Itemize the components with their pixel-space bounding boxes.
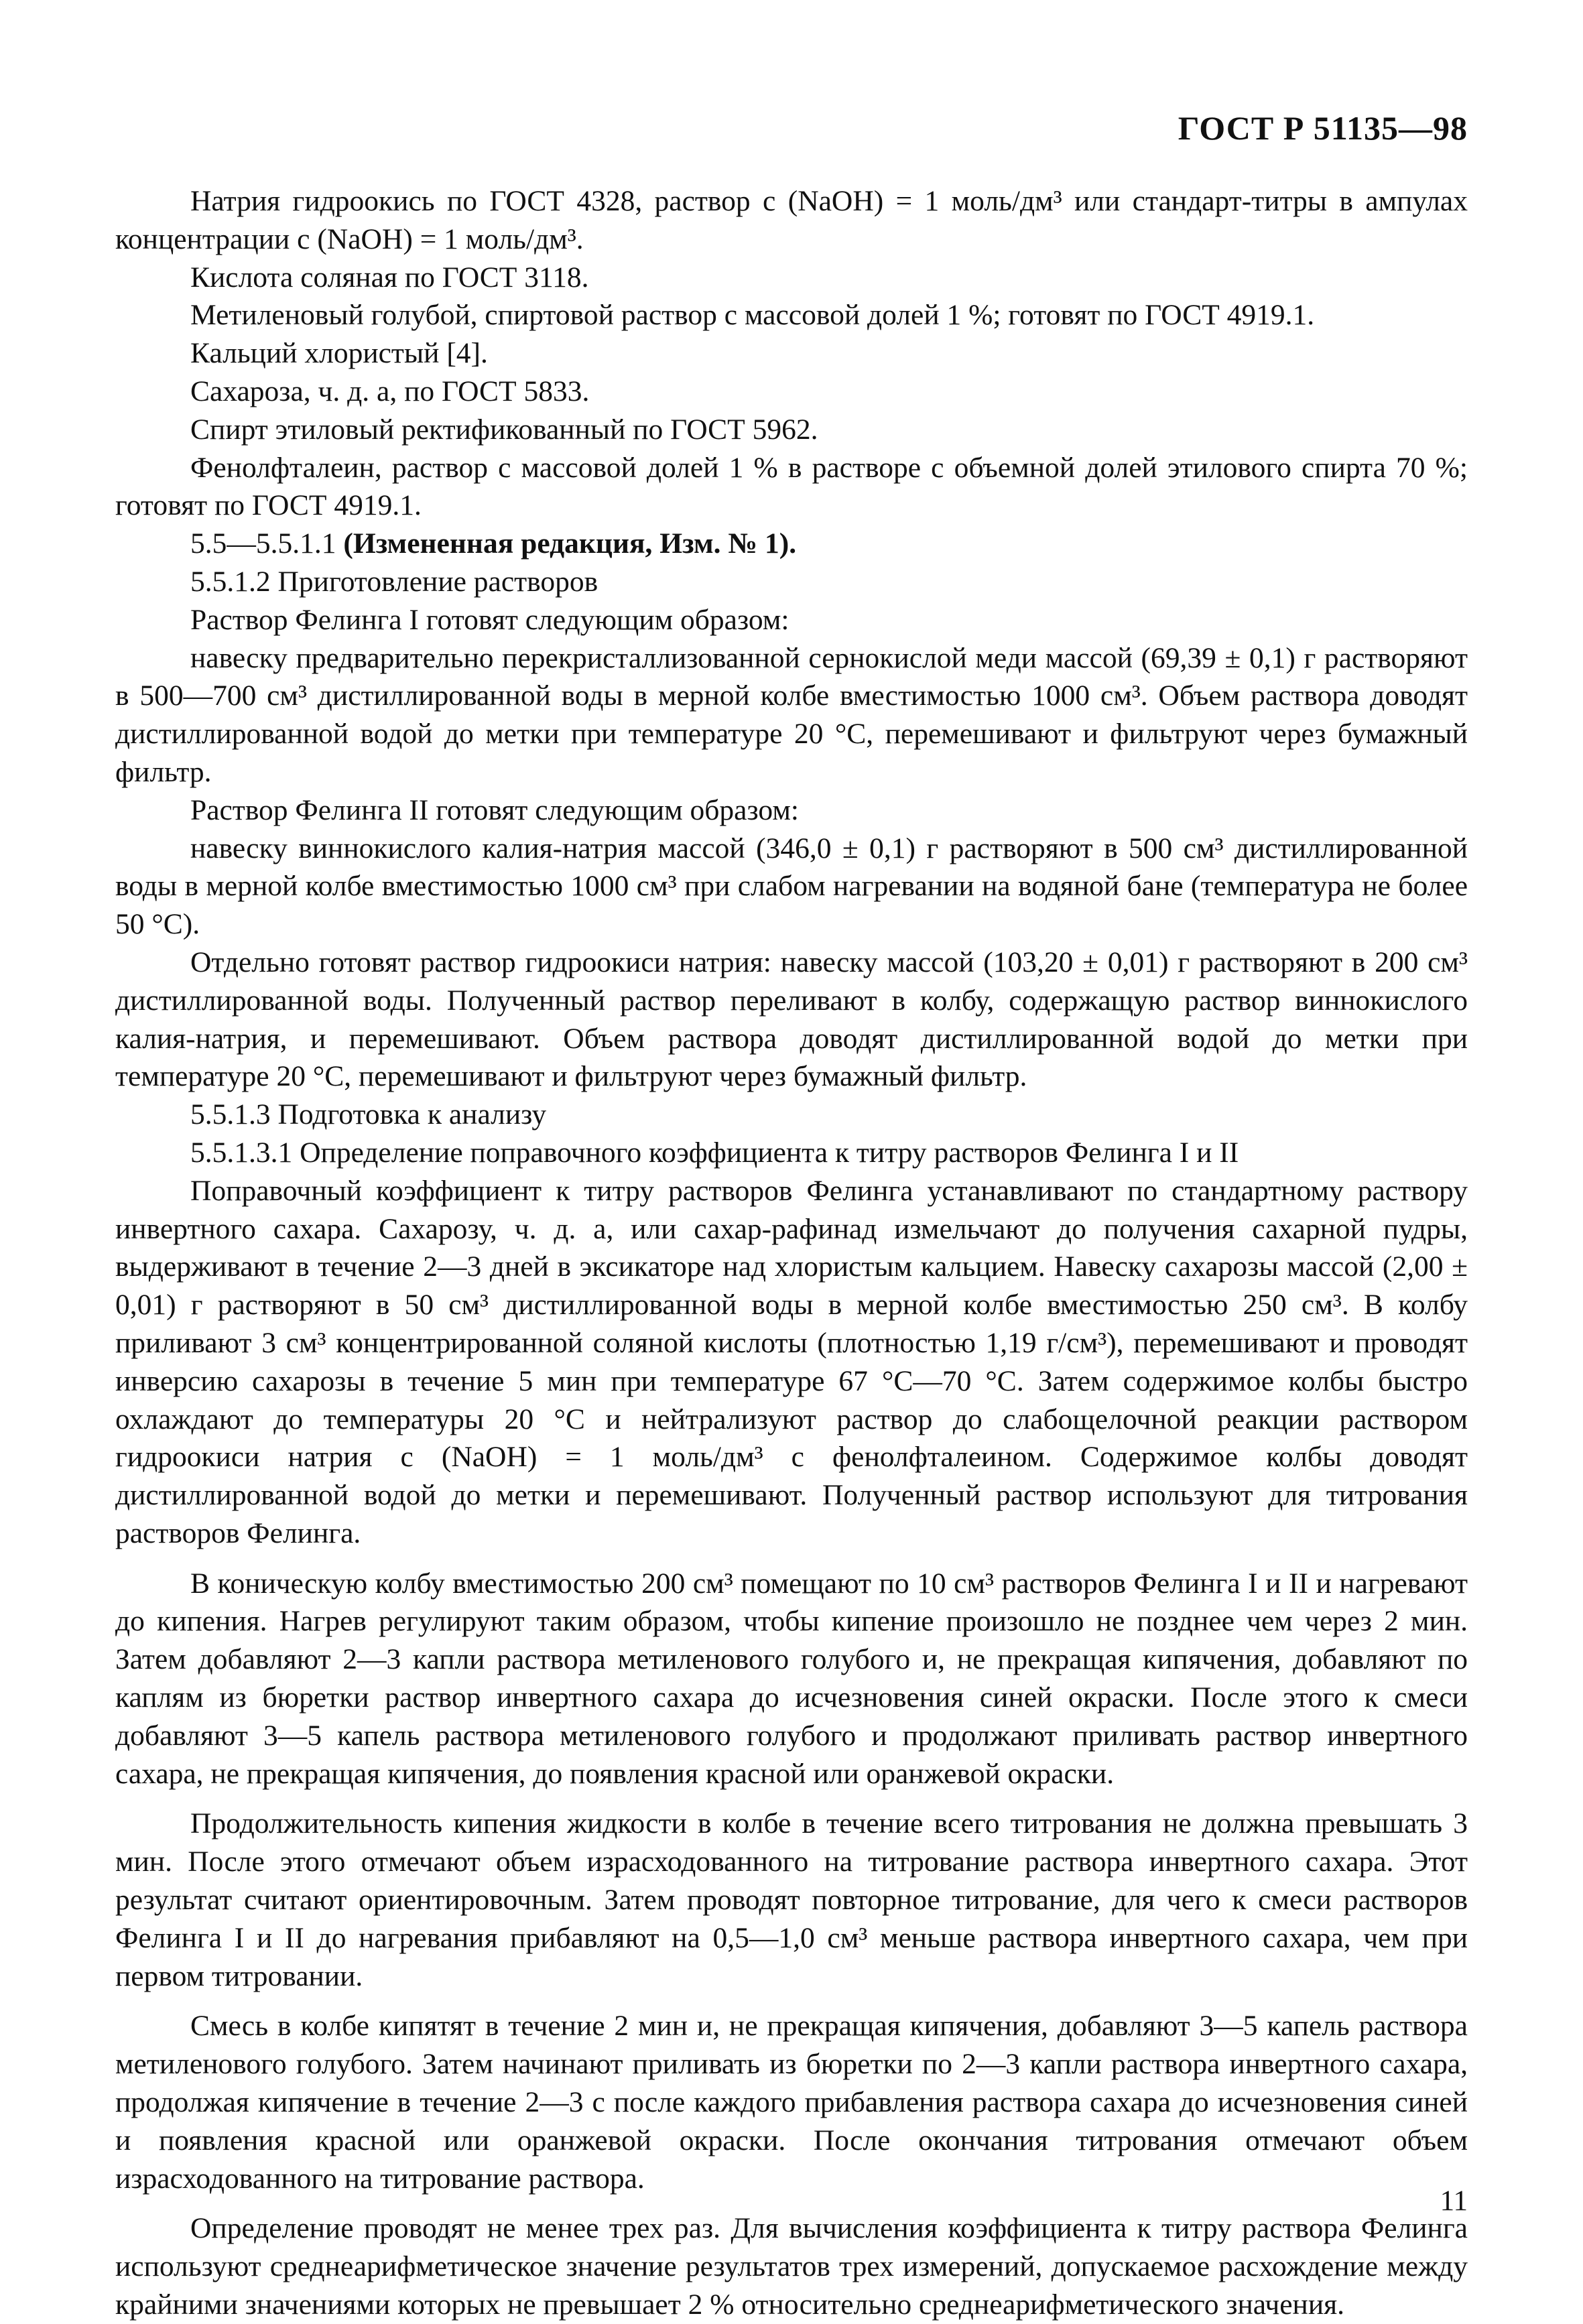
paragraph: Натрия гидроокись по ГОСТ 4328, раствор c (NaOH) = 1 моль/дм³ или стандарт-титры в ампулах концентрации c (NaOH) = 1 моль/дм³. — [115, 185, 1468, 255]
paragraph: Раствор Фелинга I готовят следующим образом: — [190, 603, 789, 636]
paragraph: Отдельно готовят раствор гидроокиси натрия: навеску массой (103,20 ± 0,01) г растворяют в 200 см³ дистиллированной воды. Полученный раствор переливают в колбу, содержащую раствор виннокислого калия-натрия, и перемешивают. Объем раствора доводят дистиллированной водой до метки при температуре 20 °С, перемешивают и фильтруют через бумажный фильтр. — [115, 946, 1468, 1093]
section-heading: 5.5.1.3.1 Определение поправочного коэффициента к титру растворов Фелинга I и II — [190, 1136, 1239, 1169]
paragraph: Кальций хлористый [4]. — [190, 337, 488, 370]
paragraph: Кислота соляная по ГОСТ 3118. — [190, 261, 589, 294]
section-heading: 5.5.1.2 Приготовление растворов — [190, 565, 598, 598]
amendment-note — [115, 525, 1468, 563]
paragraph: навеску предварительно перекристаллизованной сернокислой меди массой (69,39 ± 0,1) г растворяют в 500—700 см³ дистиллированной воды в мерной колбе вместимостью 1000 см³. Объем раствора доводят дистиллированной водой до метки при температуре 20 °С, перемешивают и фильтруют через бумажный фильтр. — [115, 641, 1468, 788]
amendment-ref: 5.5—5.5.1.1 — [190, 527, 336, 560]
amendment-label: (Измененная редакция, Изм. № 1). — [343, 527, 797, 560]
paragraph: Сахароза, ч. д. а, по ГОСТ 5833. — [190, 375, 590, 407]
paragraph: Продолжительность кипения жидкости в колбе в течение всего титрования не должна превышать 3 мин. После этого отмечают объем израсходованного на титрование раствора инвертного сахара. Этот результат считают ориентировочным. Затем проводят повторное титрование, для чего к смеси растворов Фелинга I и II до нагревания прибавляют на 0,5—1,0 см³ меньше раствора инвертного сахара, чем при первом титровании. — [115, 1807, 1468, 1992]
paragraph: Определение проводят не менее трех раз. Для вычисления коэффициента к титру раствора Фелинга используют среднеарифметическое значение результатов трех измерений, допускаемое расхождение между крайними значениями которых не превышает 2 % относительно среднеарифметического значения. — [115, 2212, 1468, 2321]
paragraph: В коническую колбу вместимостью 200 см³ помещают по 10 см³ растворов Фелинга I и II и нагревают до кипения. Нагрев регулируют таким образом, чтобы кипение произошло не позднее чем через 2 мин. Затем добавляют 2—3 капли раствора метиленового голубого и, не прекращая кипячения, добавляют по каплям из бюретки раствор инвертного сахара до исчезновения синей окраски. После этого к смеси добавляют 3—5 капель раствора метиленового голубого и продолжают приливать раствор инвертного сахара, не прекращая кипячения, до появления красной или оранжевой окраски. — [115, 1567, 1468, 1790]
page-number: 11 — [1440, 2185, 1468, 2217]
section-heading: 5.5.1.3 Подготовка к анализу — [190, 1098, 547, 1131]
paragraph: Поправочный коэффициент к титру растворов Фелинга устанавливают по стандартному раствору инвертного сахара. Сахарозу, ч. д. а, или сахар-рафинад измельчают до получения сахарной пудры, выдерживают в течение 2—3 дней в эксикаторе над хлористым кальцием. Навеску сахарозы массой (2,00 ± 0,01) г растворяют в 50 см³ дистиллированной воды в мерной колбе вместимостью 250 см³. В колбу приливают 3 см³ концентрированной соляной кислоты (плотностью 1,19 г/см³), перемешивают и проводят инверсию сахарозы в течение 5 мин при температуре 67 °С—70 °С. Затем содержимое колбы быстро охлаждают до температуры 20 °С и нейтрализуют раствор до слабощелочной реакции раствором гидроокиси натрия c (NaOH) = 1 моль/дм³ с фенолфталеином. Содержимое колбы доводят дистиллированной водой до метки и перемешивают. Полученный раствор используют для титрования растворов Фелинга. — [115, 1174, 1468, 1549]
paragraph: Спирт этиловый ректификованный по ГОСТ 5962. — [190, 413, 818, 446]
paragraph: Смесь в колбе кипятят в течение 2 мин и, не прекращая кипячения, добавляют 3—5 капель раствора метиленового голубого. Затем начинают приливать из бюретки по 2—3 капли раствора инвертного сахара, продолжая кипячение в течение 2—3 с после каждого прибавления раствора сахара до исчезновения синей и появления красной или оранжевой окраски. После окончания титрования отмечают объем израсходованного на титрование раствора. — [115, 2010, 1468, 2195]
paragraph: Метиленовый голубой, спиртовой раствор с массовой долей 1 %; готовят по ГОСТ 4919.1. — [190, 299, 1315, 332]
body-text — [115, 182, 1468, 2324]
standard-header: ГОСТ Р 51135—98 — [1178, 109, 1468, 147]
paragraph: Фенолфталеин, раствор с массовой долей 1 % в растворе с объемной долей этилового спирта 70 %; готовят по ГОСТ 4919.1. — [115, 451, 1468, 522]
paragraph: навеску виннокислого калия-натрия массой (346,0 ± 0,1) г растворяют в 500 см³ дистиллированной воды в мерной колбе вместимостью 1000 см³ при слабом нагревании на водяной бане (температура не более 50 °С). — [115, 832, 1468, 941]
paragraph: Раствор Фелинга II готовят следующим образом: — [190, 793, 799, 826]
